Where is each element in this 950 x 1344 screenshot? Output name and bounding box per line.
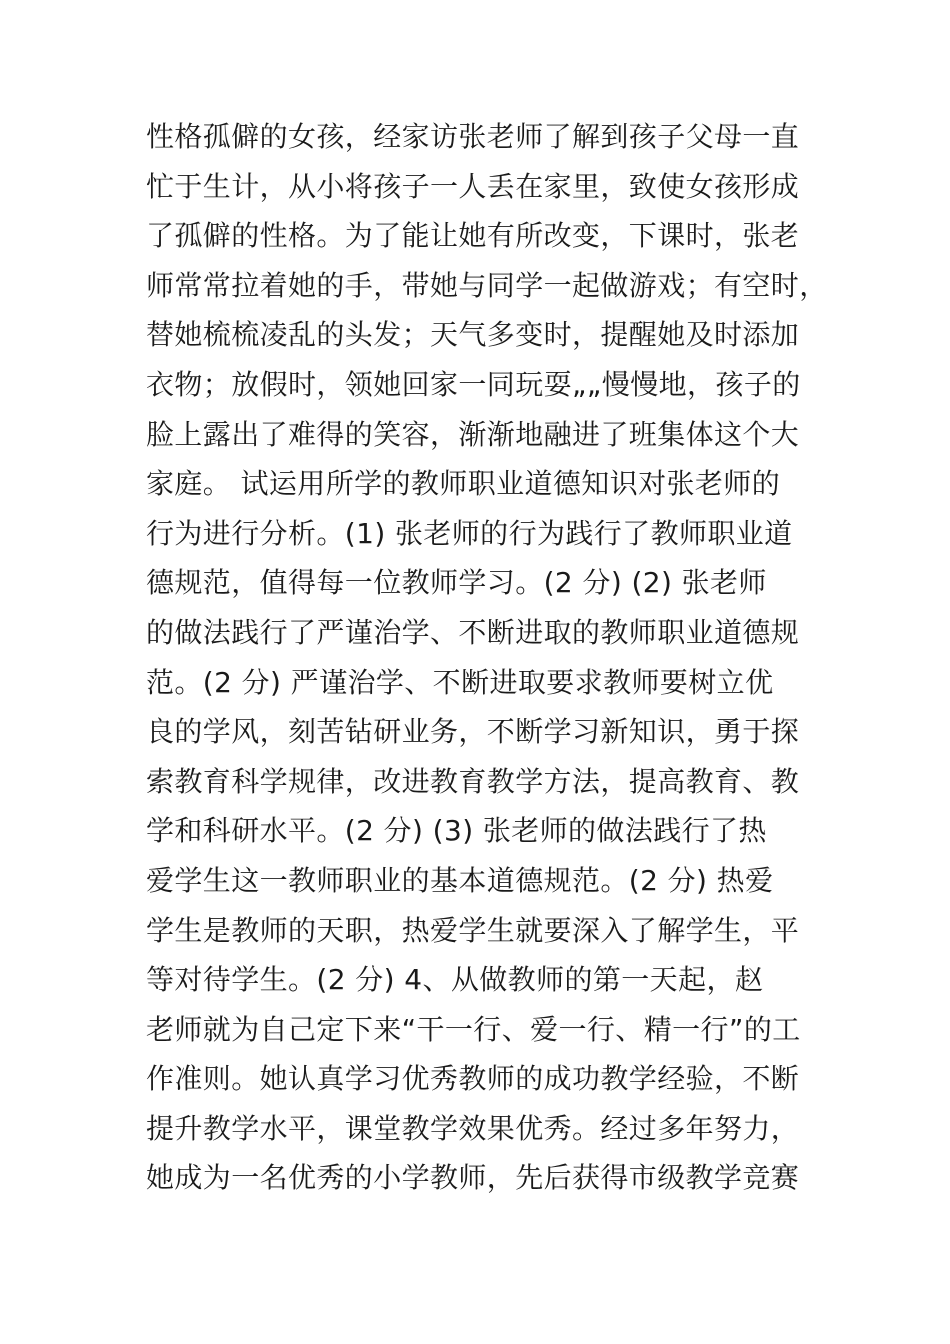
text-line: 替她梳梳凌乱的头发；天气多变时，提醒她及时添加: [146, 318, 800, 352]
text-line: 范。(2 分) 严谨治学、不断进取要求教师要树立优: [146, 665, 774, 699]
text-line: 老师就为自己定下来“干一行、爱一行、精一行”的工: [146, 1012, 801, 1046]
text-line: 爱学生这一教师职业的基本道德规范。(2 分) 热爱: [146, 863, 774, 897]
text-line: 良的学风，刻苦钻研业务，不断学习新知识，勇于探: [146, 715, 800, 749]
text-line: 等对待学生。(2 分) 4、从做教师的第一天起，赵: [146, 963, 764, 997]
text-line: 衣物；放假时，领她回家一同玩耍„„慢慢地，孩子的: [146, 367, 801, 401]
text-line: 提升教学水平，课堂教学效果优秀。经过多年努力，: [146, 1111, 800, 1145]
body-text: [146, 112, 826, 1203]
text-line: 家庭。 试运用所学的教师职业道德知识对张老师的: [146, 467, 781, 501]
text-line: 脸上露出了难得的笑容，渐渐地融进了班集体这个大: [146, 417, 800, 451]
text-line: 学和科研水平。(2 分) (3) 张老师的做法践行了热: [146, 814, 767, 848]
text-line: 了孤僻的性格。为了能让她有所改变，下课时，张老: [146, 219, 800, 253]
text-line: 的做法践行了严谨治学、不断进取的教师职业道德规: [146, 615, 800, 649]
text-line: 索教育科学规律，改进教育教学方法，提高教育、教: [146, 764, 800, 798]
text-line: 行为进行分析。(1) 张老师的行为践行了教师职业道: [146, 516, 793, 550]
text-line: 作准则。她认真学习优秀教师的成功教学经验，不断: [146, 1062, 800, 1096]
text-line: 德规范，值得每一位教师学习。(2 分) (2) 张老师: [146, 566, 767, 600]
text-line: 她成为一名优秀的小学教师，先后获得市级教学竞赛: [146, 1161, 800, 1195]
text-line: 性格孤僻的女孩，经家访张老师了解到孩子父母一直: [146, 120, 800, 153]
text-line: 师常常拉着她的手，带她与同学一起做游戏；有空时，: [146, 268, 828, 302]
text-line: 学生是教师的天职，热爱学生就要深入了解学生，平: [146, 913, 800, 947]
text-line: 忙于生计，从小将孩子一人丢在家里，致使女孩形成: [146, 169, 800, 203]
